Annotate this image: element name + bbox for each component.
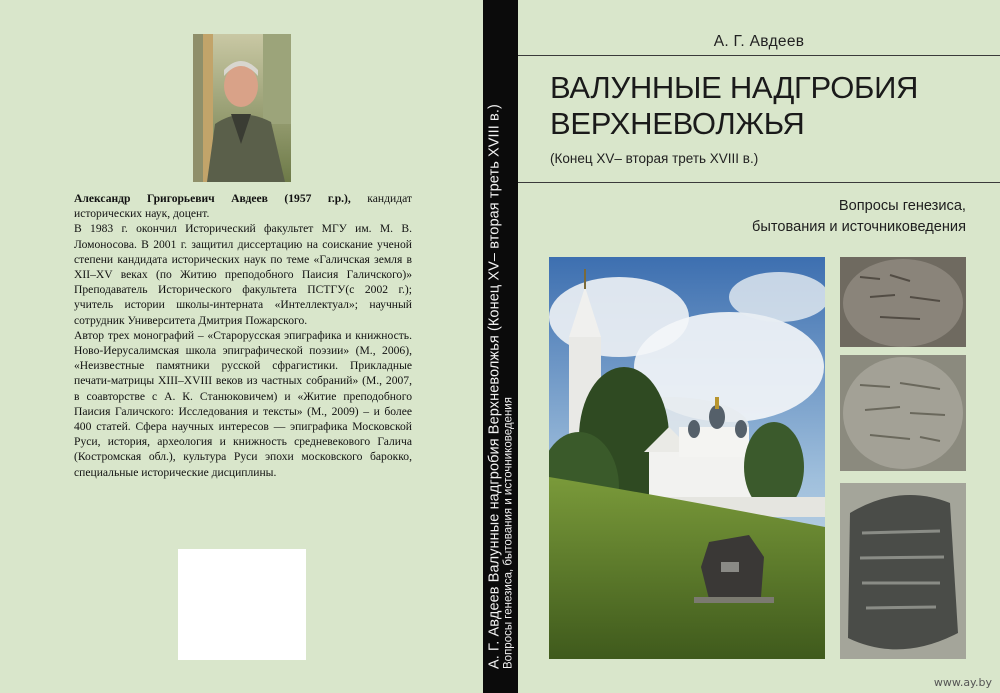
desc-line-2: бытования и источниковедения: [752, 219, 966, 235]
divider-top: [518, 55, 1000, 56]
bio-paragraph-2: В 1983 г. окончил Исторический факультет МГУ им. М. В. Ломоносова. В 2001 г. защитил диссертацию на соискание ученой степени кандидата исторических наук по теме «Галичская земля в XII–XV веках (по Житию преподобного Паисия Галичского)» Преподаватель Исторического факультета ПСТГУ(с 2002 г.); учитель истории школы-интерната «Интеллектуал»; научный сотрудник Университета Дмитрия Пожарского.: [74, 222, 412, 327]
spine-title: А. Г. Авдеев Валунные надгробия Верхневолжья (Конец XV– вторая треть XVIII в.): [486, 103, 502, 669]
back-cover: [0, 0, 485, 693]
desc-line-1: Вопросы генезиса,: [838, 198, 966, 214]
spine: [483, 0, 518, 693]
bio-author-name: Александр Григорьевич Авдеев (1957 г.р.),: [74, 192, 351, 205]
inscribed-stone-photo-3: [840, 483, 966, 659]
front-cover: [518, 0, 1000, 693]
spine-subtitle: Вопросы генезиса, бытования и источниковедения: [502, 396, 514, 669]
author-biography: [74, 191, 412, 480]
inscribed-stone-photo-2: [840, 355, 966, 471]
author-portrait-photo: [193, 34, 291, 182]
watermark: www.ay.by: [933, 676, 992, 689]
book-subtitle: (Конец XV– вторая треть XVIII в.): [550, 151, 759, 166]
barcode-area: [178, 549, 306, 660]
divider-middle: [518, 182, 1000, 183]
title-line-2: ВЕРХНЕВОЛЖЬЯ: [550, 106, 805, 141]
bio-paragraph-1: [74, 191, 412, 221]
bio-paragraph-3: Автор трех монографий – «Старорусская эпиграфика и книжность. Ново-Иерусалимская школа эпиграфической поэзии» (М., 2006), «Неизвестные памятники русской сфрагистики. Прикладные печати-матрицы XIII–XVIII веков из частных собраний» (М., 2007, в соавторстве с А. К. Станюковичем) и «Житие преподобного Паисия Галичского: Исследования и тексты» (М., 2009) – и более 400 статей. Сфера научных интересов — эпиграфика Московской Руси, история, археология и книжность средневекового Галича (Костромская обл.), культура Руси эпохи московского барокко, специальные исторические дисциплины.: [74, 328, 412, 479]
book-title: [550, 70, 990, 142]
book-description: [752, 196, 966, 238]
front-author: А. Г. Авдеев: [713, 33, 805, 50]
church-photo: [549, 257, 825, 659]
title-line-1: ВАЛУННЫЕ НАДГРОБИЯ: [550, 70, 919, 105]
inscribed-stone-photo-1: [840, 257, 966, 347]
bio-degree: кандидат исторических наук, доцент.: [74, 192, 413, 221]
